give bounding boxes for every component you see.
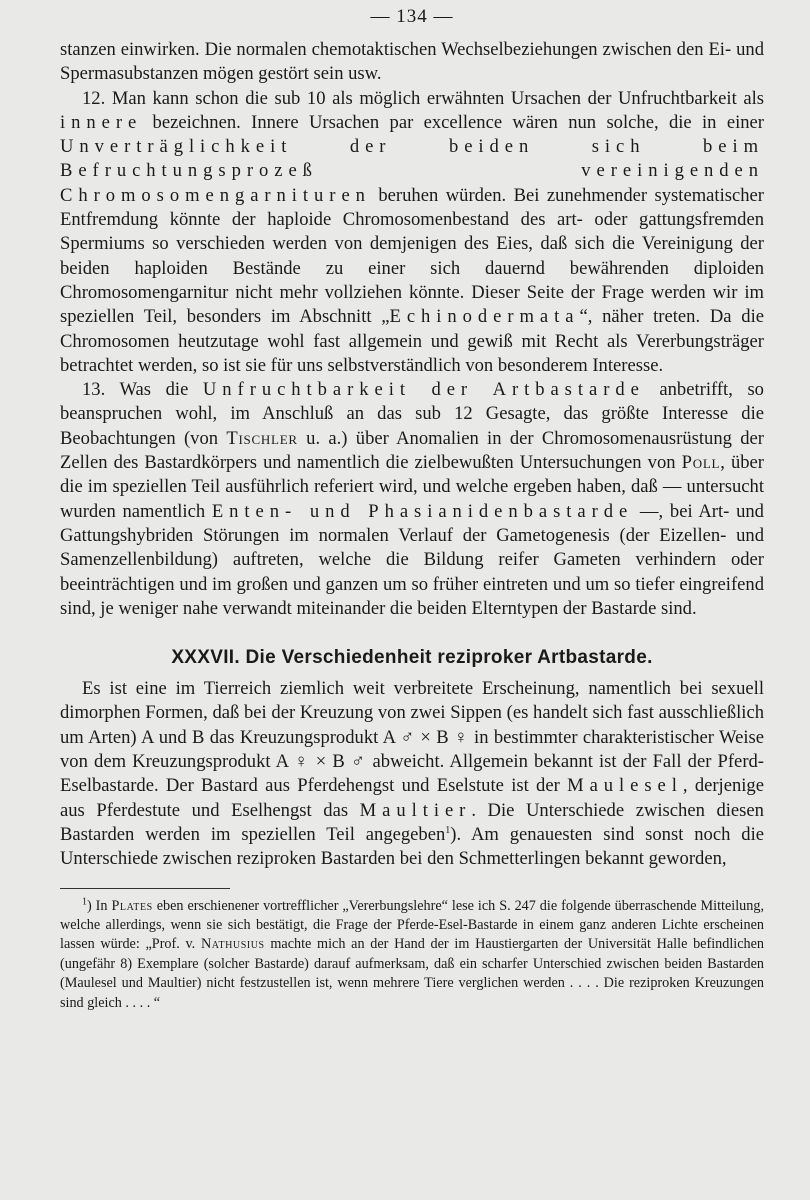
spaced-term: innere: [60, 111, 143, 133]
footnote-divider: [60, 888, 230, 889]
spaced-term: Unfruchtbarkeit der Artbastarde: [202, 379, 645, 401]
text-run: “, näher treten. Da die Chromosomen heutzutage wohl fast allgemein und gewiß mit Recht als Vererbungsträger betrachtet werden, so ist sie für uns selbstverständlich von besonderem Interesse.: [60, 306, 764, 376]
author-name: Nathusius: [200, 936, 265, 953]
text-run: . Die Unterschiede zwischen diesen Bastarden werden im speziellen Teil angegeben: [60, 799, 764, 845]
paragraph-12: [60, 87, 764, 379]
text-run: bezeichnen. Innere Ursachen par excellence wären nun solche, die in einer: [142, 111, 764, 133]
text-run: beruhen würden. Bei zunehmender systematischer Entfremdung könnte der haploide Chromosomenbestand des art- oder gattungsfremden Spermiums so verschieden werden von demjenigen des Eies, daß sich die Vereinigung der beiden haploiden Bestände zu einer sich dauernd bewährenden diploiden Chromosomengarnitur nicht mehr vollziehen könnte. Dieser Seite der Frage werden wir im speziellen Teil, besonders im Abschnitt „: [60, 184, 764, 328]
text-run: eben erschienener vortrefflicher „Vererbungslehre“ lese ich S. 247 die folgende überraschende Mitteilung, welche allerdings, wenn sie sich bestätigt, die Frage der Pferde-Esel-Bastarde in einem ganz anderen Lichte erscheinen lassen würde: „Prof. v.: [60, 897, 764, 953]
text-run: —, bei Art- und Gattungshybriden Störungen im normalen Verlauf der Gametogenesis (der Eizellen- und Samenzellenbildung) auftreten, welche die Bildung reifer Gameten verhindern oder beeinträchtigen und im großen und ganzen um so früher eintreten und um so tiefer eingreifend sind, je weniger nahe verwandt miteinander die beiden Elterntypen der Bastarde sind.: [60, 500, 764, 619]
text-run: , über die im speziellen Teil ausführlich referiert wird, und welche ergeben haben, daß — untersucht wurden namentlich: [60, 452, 764, 522]
body-text: [60, 38, 764, 872]
spaced-term: Echinodermata: [389, 306, 580, 328]
text-run: u. a.) über Anomalien in der Chromosomenausrüstung der Zellen des Bastardkörpers und namentlich die zielbewußten Untersuchungen von: [60, 427, 764, 474]
text-run: ). Am genauesten sind sonst noch die Unterschiede zwischen reziproken Bastarden bei den Schmetterlingen bekannt geworden,: [60, 823, 764, 870]
text-run: 12. Man kann schon die sub 10 als möglich erwähnten Ursachen der Unfruchtbarkeit als: [82, 87, 764, 109]
text-run: ) In: [87, 897, 112, 914]
author-name: Tischler: [226, 427, 298, 449]
spaced-term: Maulesel: [567, 775, 683, 797]
author-name: Poll: [681, 452, 721, 474]
text-run: Es ist eine im Tierreich ziemlich weit verbreitete Erscheinung, namentlich bei sexuell dimorphen Formen, daß bei der Kreuzung von zwei Sippen (es handelt sich fast ausschließlich um Arten) A und B das Kreuzungsprodukt A ♂ × B ♀ in bestimmter charakteristischer Weise von dem Kreuzungsprodukt A ♀ × B ♂ abweicht. Allgemein bekannt ist der Fall der Pferd-Eselbastarde. Der Bastard aus Pferdehengst und Eselstute ist der: [60, 678, 764, 797]
text-run: machte mich an der Hand der im Haustiergarten der Universität Halle befindlichen (ungefähr 8) Exemplare (solcher Bastarde) darauf aufmerksam, daß ein scharfer Unterschied zwischen beiden Bastarden (Maulesel und Maultier) nicht festzustellen ist, wenn mehrere Tiere verglichen werden . . . . Die reziproken Kreuzungen sind gleich . . . . “: [60, 936, 764, 1011]
paragraph-13: [60, 378, 764, 621]
paragraph-continuation: stanzen einwirken. Die normalen chemotaktischen Wechselbeziehungen zwischen den Ei- und Spermasubstanzen mögen gestört sein usw.: [60, 39, 764, 85]
text-run: anbetrifft, so beanspruchen wohl, im Anschluß an das sub 12 Gesagte, das größte Interesse die Beobachtungen (von: [60, 379, 764, 449]
footnote-marker: 1: [82, 895, 87, 907]
footnote-marker: 1: [445, 824, 451, 836]
footnote: [60, 897, 764, 1013]
text-run: 13. Was die: [82, 379, 203, 401]
footnote-text: [60, 897, 764, 1013]
spaced-term: Unverträglichkeit der beiden sich beim Befruchtungsprozeß vereinigenden Chromosomengarnituren: [60, 136, 764, 206]
spaced-term: Maultier: [359, 799, 472, 821]
spaced-term: Enten- und Phasianidenbastarde: [211, 500, 634, 522]
page-number: — 134 —: [370, 6, 454, 27]
paragraph-section: [60, 677, 764, 871]
author-name: Plates: [111, 897, 153, 914]
text-run: , derjenige aus Pferdestute und Eselhengst das: [60, 775, 764, 821]
section-heading: XXXVII. Die Verschiedenheit reziproker Artbastarde.: [171, 647, 653, 669]
